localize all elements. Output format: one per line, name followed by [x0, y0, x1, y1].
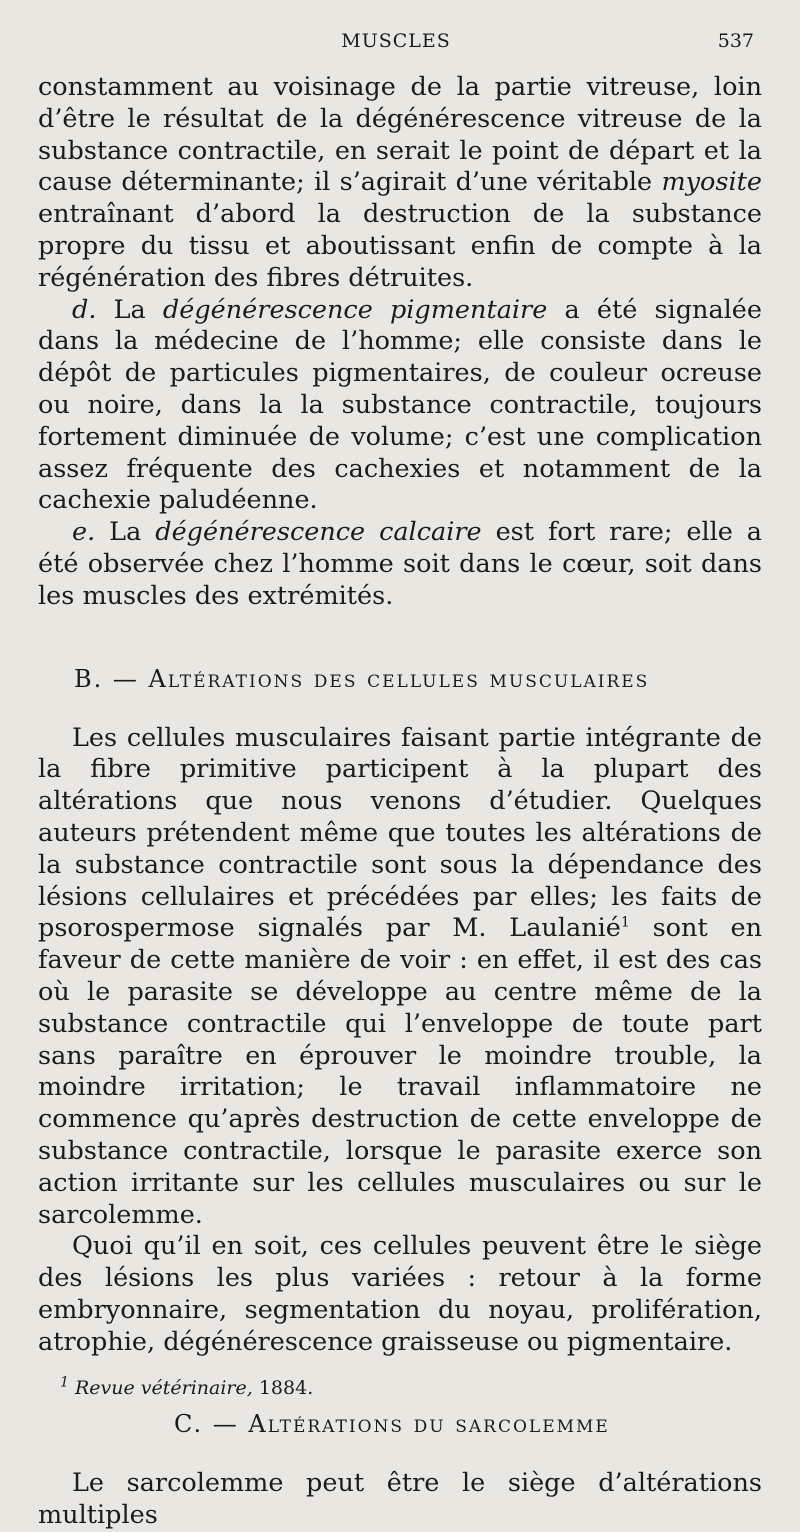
- paragraph-text: La: [96, 294, 163, 325]
- section-heading-text: B. — Altérations des cellules musculaires: [74, 664, 650, 693]
- italic-term: dégénérescence calcaire: [155, 517, 482, 548]
- italic-term: myosite: [661, 167, 762, 198]
- running-title: MUSCLES: [341, 30, 451, 52]
- footnote-year: 1884.: [252, 1377, 314, 1399]
- section-heading-text: C. — Altérations du sarcolemme: [174, 1410, 610, 1439]
- paragraph-text: a été signalée dans la médecine de l’homme; elle consiste dans le dépôt de particules pigmentaires, de couleur ocreuse ou noire, dans la la substance contractile, toujours fortement diminuée de volume; c’est une complication assez fréquente des cachexies et notamment de la cachexie paludéenne.: [38, 294, 762, 516]
- footnote-ref: 1: [620, 914, 630, 931]
- paragraph-cellules: [38, 723, 762, 1232]
- section-heading-c: [174, 1410, 762, 1438]
- italic-term: dégénérescence pigmentaire: [162, 294, 548, 325]
- paragraph-text: constamment au voisinage de la partie vitreuse, loin d’être le résultat de la dégénérescence vitreuse de la substance contractile, en serait le point de départ et la cause déterminante; il s’agirait d’une véritable: [38, 72, 762, 198]
- paragraph-myosite: [38, 72, 762, 295]
- running-head: [38, 30, 754, 60]
- item-label: e.: [72, 517, 96, 548]
- footnote: [60, 1374, 314, 1399]
- paragraph-pigmentaire: [38, 295, 762, 518]
- paragraph-lesions: [38, 1231, 762, 1358]
- paragraph-text: sont en faveur de cette manière de voir : en effet, il est des cas où le parasite se développe au centre même de la substance contractile qui l’enveloppe de toute part sans paraître en éprouver le moindre trouble, la moindre irritation; le travail inflammatoire ne commence qu’après destruction de cette enveloppe de substance contractile, lorsque le parasite exerce son action irritante sur les cellules musculaires ou sur le sarcolemme.: [38, 913, 763, 1230]
- paragraph-sarcolemme: [38, 1468, 762, 1532]
- paragraph-text: Les cellules musculaires faisant partie intégrante de la fibre primitive participent à la plupart des altérations que nous venons d’étudier. Quelques auteurs prétendent même que toutes les altérations de la substance contractile sont sous la dépendance des lésions cellulaires et précédées par elles; les faits de psorospermose signalés par M. Laulanié: [38, 722, 762, 944]
- paragraph-text: Quoi qu’il en soit, ces cellules peuvent être le siège des lésions les plus variées : retour à la forme embryonnaire, segmentation du noyau, prolifération, atrophie, dégénérescence graisseuse ou pigmentaire.: [38, 1231, 762, 1357]
- paragraph-text: La: [95, 517, 156, 548]
- section-heading-b: [74, 665, 762, 693]
- page-number: 537: [717, 30, 754, 52]
- footnote-source: Revue vétérinaire,: [74, 1377, 253, 1399]
- paragraph-text: est fort rare; elle a été observée chez l’homme soit dans le cœur, soit dans les muscles des extrémités.: [38, 517, 762, 611]
- footnote-mark: 1: [60, 1374, 69, 1391]
- paragraph-text: entraînant d’abord la destruction de la substance propre du tissu et aboutissant enfin de compte à la régénération des fibres détruites.: [38, 199, 762, 293]
- item-label: d.: [72, 294, 97, 325]
- paragraph-calcaire: [38, 517, 762, 612]
- page-body: [38, 72, 762, 1532]
- paragraph-text: Le sarcolemme peut être le siège d’altérations multiples: [38, 1468, 762, 1531]
